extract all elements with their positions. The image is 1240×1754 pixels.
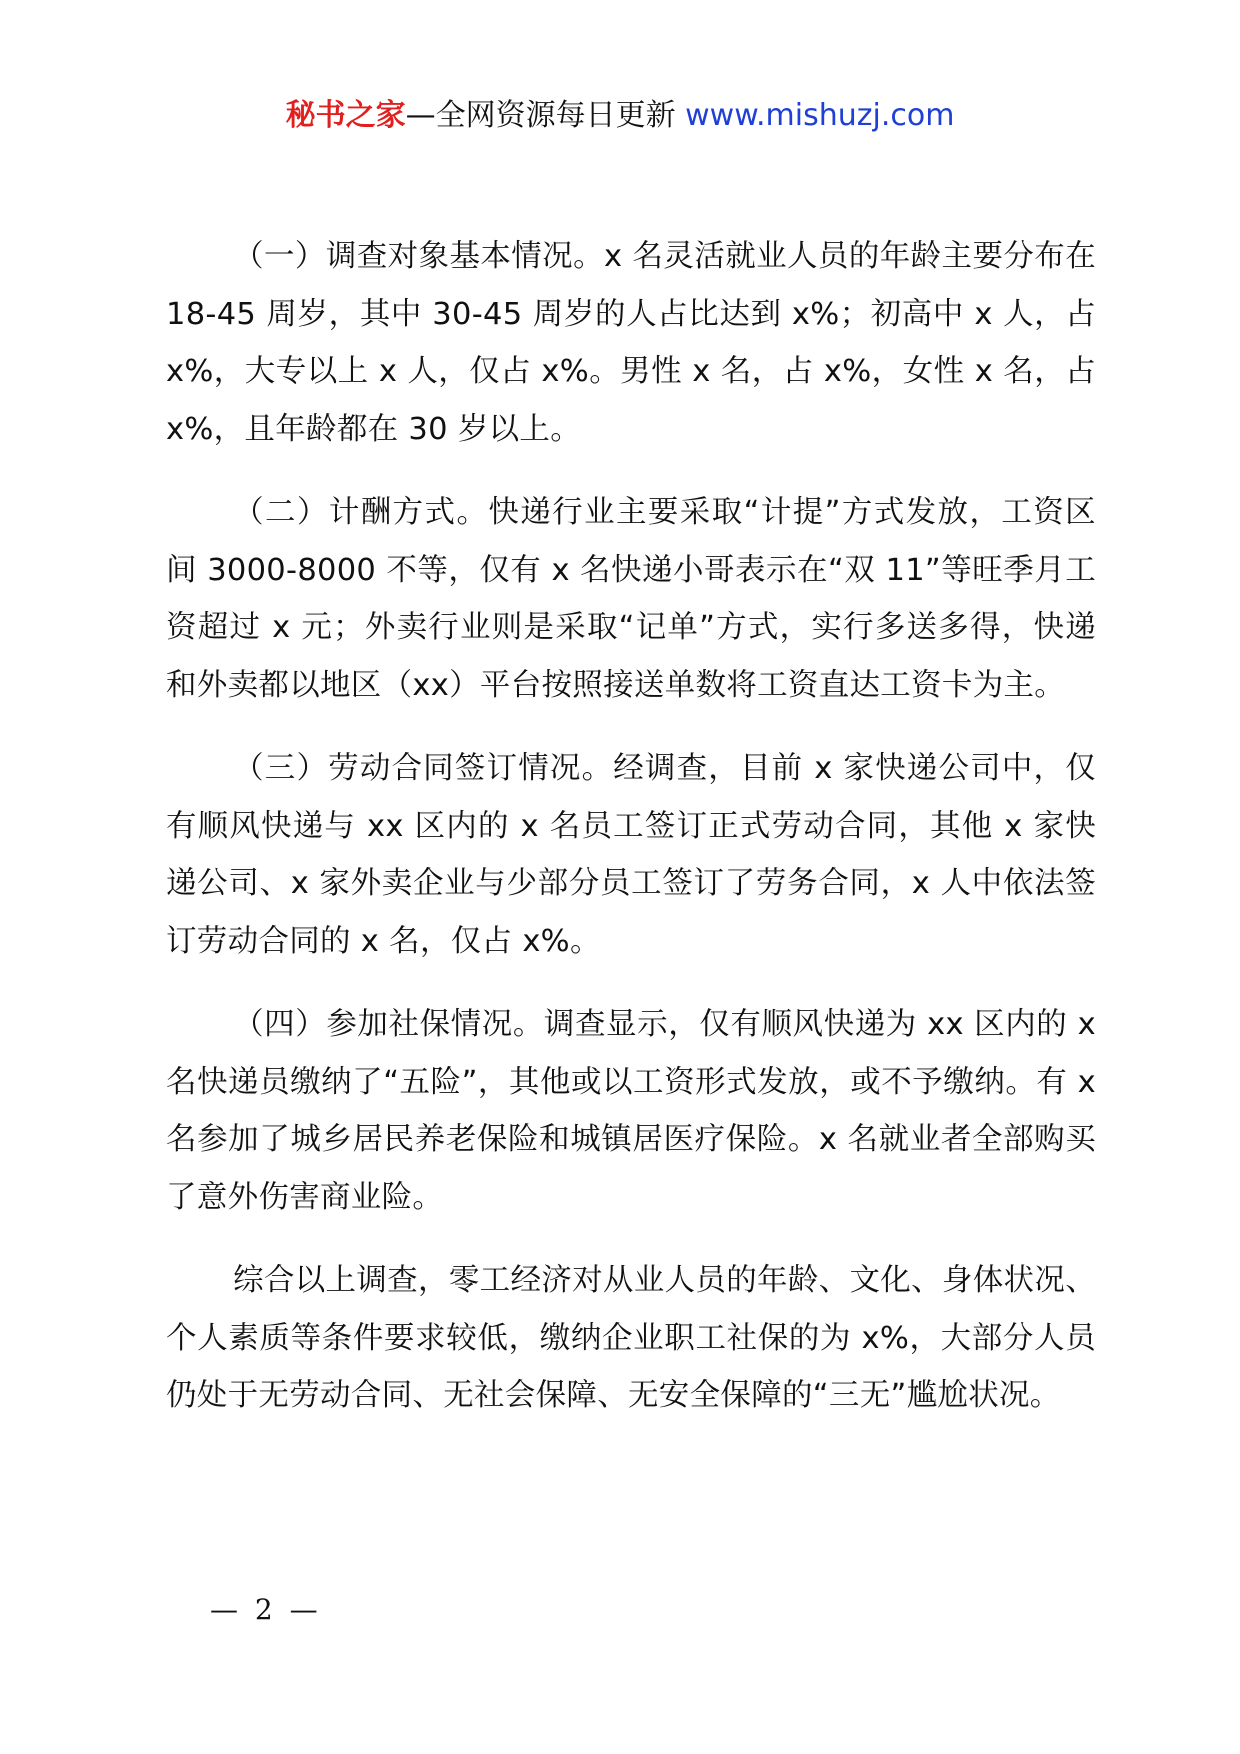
site-url-link[interactable]: www.mishuzj.com (685, 98, 955, 133)
paragraph-summary: 综合以上调查，零工经济对从业人员的年龄、文化、身体状况、个人素质等条件要求较低，缴纳企业职工社保的为 x%，大部分人员仍处于无劳动合同、无社会保障、无安全保障的“三无”尴尬状况。 (166, 1263, 1096, 1413)
page-number: — 2 — (210, 1593, 322, 1626)
paragraph-pay-method: （二）计酬方式。快递行业主要采取“计提”方式发放，工资区间 3000-8000 不等，仅有 x 名快递小哥表示在“双 11”等旺季月工资超过 x 元；外卖行业则是采取“记单”方式，实行多送多得，快递和外卖都以地区（xx）平台按照接送单数将工资直达工资卡为主。 (166, 495, 1096, 703)
paragraph-social-insurance: （四）参加社保情况。调查显示，仅有顺风快递为 xx 区内的 x 名快递员缴纳了“五险”，其他或以工资形式发放，或不予缴纳。有 x 名参加了城乡居民养老保险和城镇居医疗保险。x 名就业者全部购买了意外伤害商业险。 (166, 1007, 1096, 1215)
paragraph-labor-contract: （三）劳动合同签订情况。经调查，目前 x 家快递公司中，仅有顺风快递与 xx 区内的 x 名员工签订正式劳动合同，其他 x 家快递公司、x 家外卖企业与少部分员工签订了劳务合同，x 人中依法签订劳动合同的 x 名，仅占 x%。 (166, 751, 1096, 959)
page-header (0, 96, 1240, 136)
document-body (166, 228, 1096, 1451)
paragraph-basic-situation: （一）调查对象基本情况。x 名灵活就业人员的年龄主要分布在 18-45 周岁，其中 30-45 周岁的人占比达到 x%；初高中 x 人，占 x%，大专以上 x 人，仅占 x%。男性 x 名，占 x%，女性 x 名，占 x%，且年龄都在 30 岁以上。 (166, 239, 1096, 447)
brand-name: 秘书之家 (285, 98, 406, 133)
header-tagline: —全网资源每日更新 (405, 98, 686, 133)
